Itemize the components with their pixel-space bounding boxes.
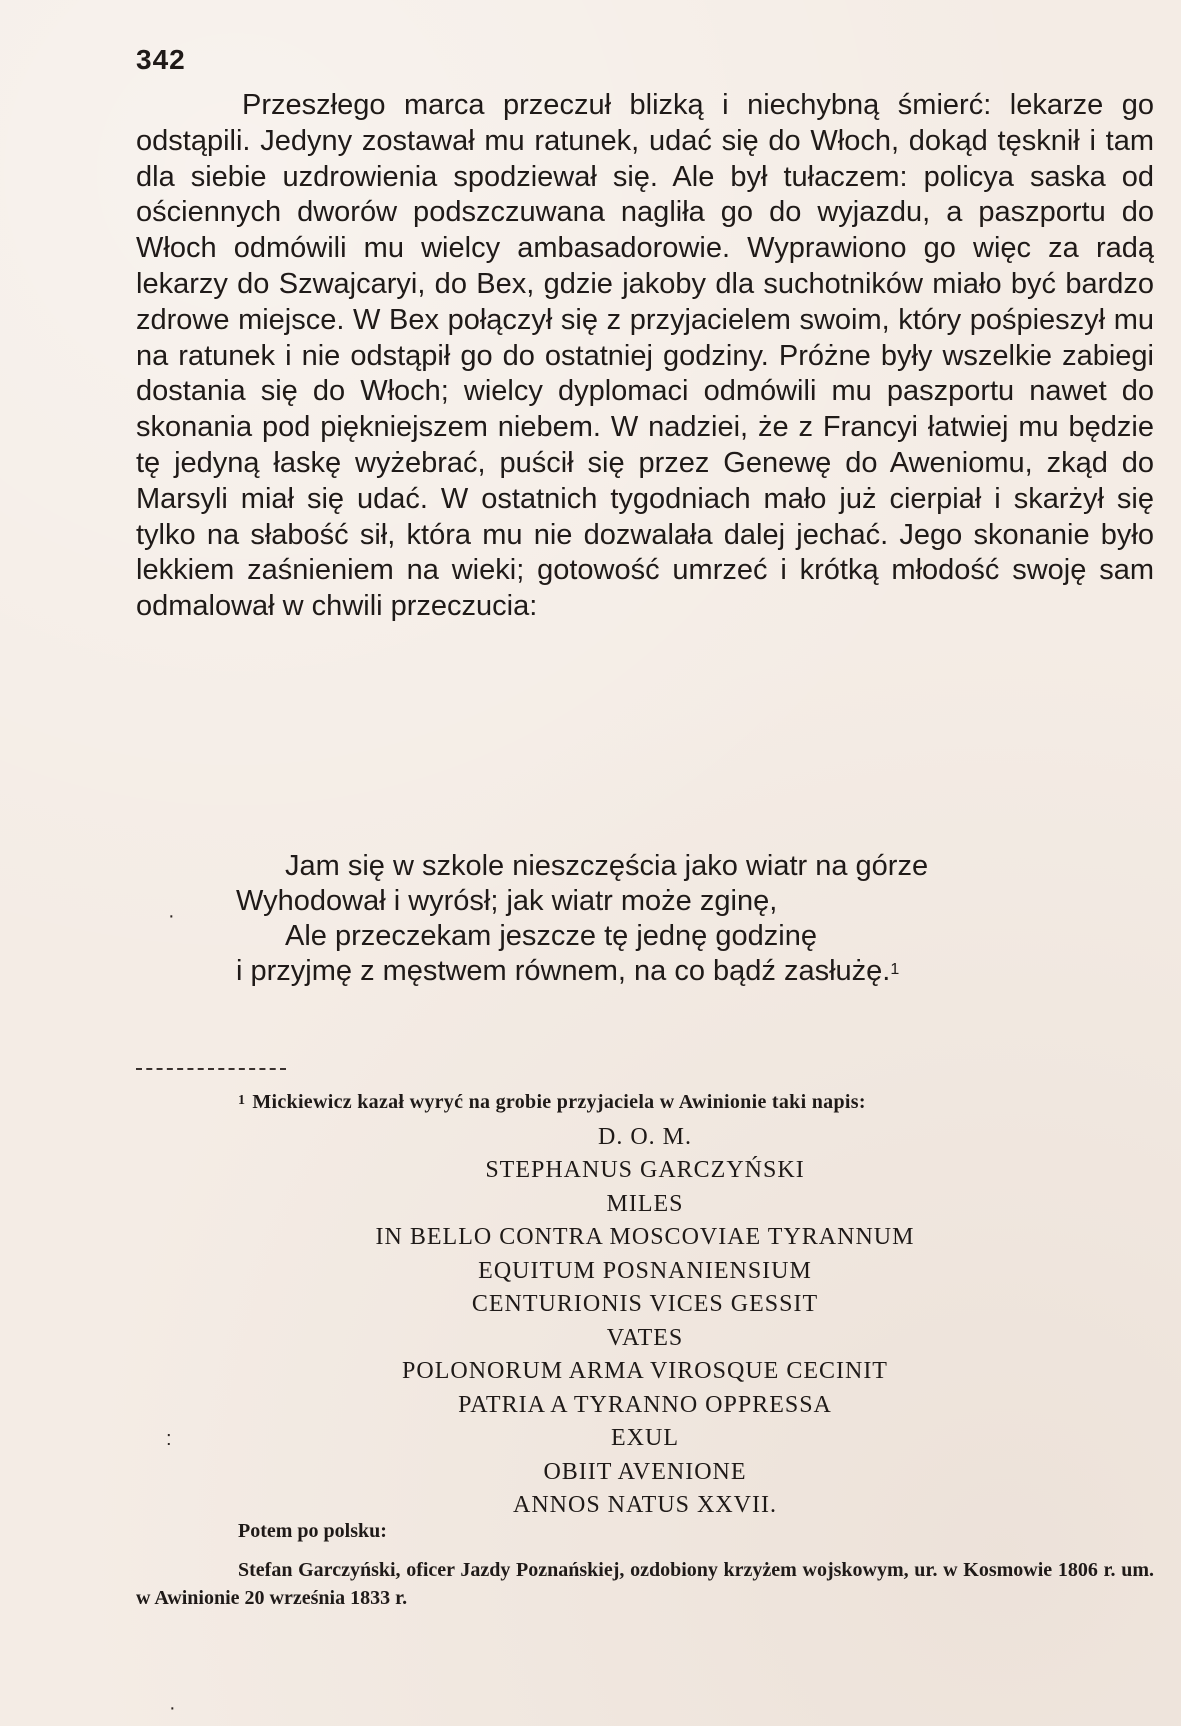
potem-label: Potem po polsku:: [238, 1520, 387, 1542]
poem-line: [236, 954, 1096, 989]
poem-line: Jam się w szkole nieszczęścia jako wiatr na górze: [285, 850, 929, 882]
epitaph-line: PATRIA A TYRANNO OPPRESSA: [458, 1391, 832, 1418]
epitaph-line: CENTURIONIS VICES GESSIT: [471, 1291, 819, 1317]
biography-note: [136, 1556, 1154, 1612]
poem-line-text: i przyjmę z męstwem równem, na co bądź zasłużę.: [236, 955, 891, 987]
footnote-marker: 1: [238, 1093, 246, 1108]
footnote-intro-text: Mickiewicz kazał wyryć na grobie przyjaciela w Awinionie taki napis:: [252, 1091, 866, 1113]
epitaph-line: OBIIT AVENIONE: [543, 1458, 747, 1485]
paragraph-text: Przeszłego marca przeczuł blizką i niechybną śmierć: lekarze go odstąpili. Jedyny zostawał mu ratunek, udać się do Włoch, dokąd tęsknił i tam dla siebie uzdrowienia spodziewał się. Ale był tułaczem: policya saska od ościennych dworów podszczuwana nagliła go do wyjazdu, a paszportu do Włoch odmówili mu wielcy ambasadorowie. Wyprawiono go więc za radą lekarzy do Szwajcaryi, do Bex, gdzie jakoby dla suchotników miało być bardzo zdrowe miejsce. W Bex połączył się z przyjacielem swoim, który pośpieszył mu na ratunek i nie odstąpił go do ostatniej godziny. Próżne były wszelkie zabiegi dostania się do Włoch; wielcy dyplomaci odmówili mu paszportu nawet do skonania pod piękniejszem niebem. W nadziei, że z Francyi łatwiej mu będzie tę jedyną łaskę wyżebrać, puścił się przez Genewę do Aweniomu, zkąd do Marsyli miał się udać. W ostatnich tygodniach mało już cierpiał i skarżył się tylko na słabość sił, która mu nie dozwalała dalej jechać. Jego skonanie było lekkiem zaśnieniem na wieki; gotowość umrzeć i krótką młodość swoję sam odmalował w chwili przeczucia:: [136, 89, 1154, 623]
bottom-mark: ·: [169, 1697, 176, 1719]
epitaph-line: POLONORUM ARMA VIROSQUE CECINIT: [402, 1358, 888, 1384]
epitaph-line: EXUL: [611, 1425, 679, 1451]
margin-dot: ·: [168, 905, 175, 927]
footnote: [136, 1086, 1154, 1523]
footnote-intro: [136, 1086, 1154, 1120]
epitaph-line: STEPHANUS GARCZYŃSKI: [485, 1157, 805, 1183]
margin-mark: :: [166, 1428, 172, 1450]
footnote-reference: 1: [890, 961, 900, 978]
epitaph-line: VATES: [606, 1324, 684, 1351]
footnote-divider: [136, 1068, 286, 1070]
epitaph-line: IN BELLO CONTRA MOSCOVIAE TYRANNUM: [375, 1224, 915, 1250]
epitaph-line: D. O. M.: [597, 1123, 692, 1150]
epitaph-line: EQUITUM POSNANIENSIUM: [478, 1257, 812, 1284]
epitaph-line: MILES: [606, 1190, 684, 1217]
biography-text: Stefan Garczyński, oficer Jazdy Poznańskiej, ozdobiony krzyżem wojskowym, ur. w Kosmowie 1806 r. um. w Awinionie 20 września 1833 r.: [136, 1559, 1154, 1609]
poem-line: Ale przeczekam jeszcze tę jednę godzinę: [285, 920, 817, 952]
epitaph-line: ANNOS NATUS XXVII.: [513, 1492, 777, 1518]
main-paragraph: [136, 88, 1154, 625]
epitaph-inscription: [136, 1121, 1154, 1523]
poem-quote: [236, 849, 1096, 989]
poem-line: Wyhodował i wyrósł; jak wiatr może zginę,: [236, 885, 778, 917]
page-number: 342: [136, 44, 186, 75]
